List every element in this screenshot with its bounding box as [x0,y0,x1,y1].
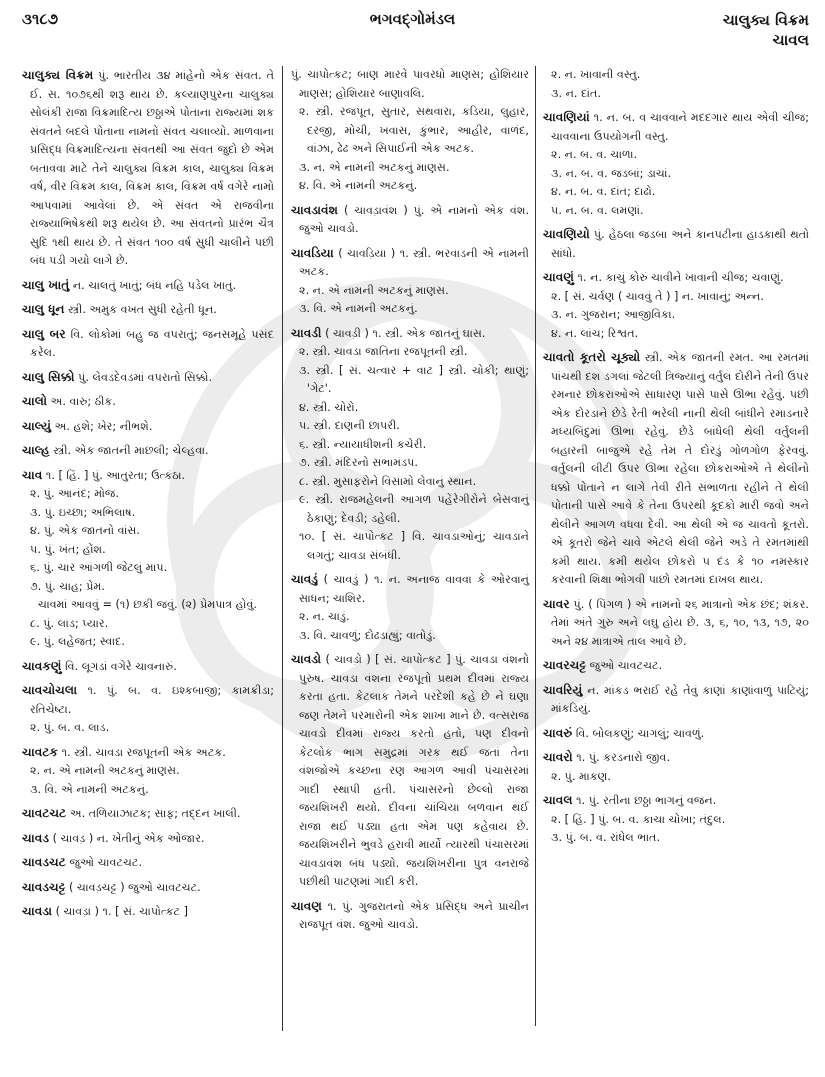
entry-main-line [543,268,809,288]
headword: ચાવણ [291,898,322,913]
sense-line: ૫. સ્ત્રી. દાણની છાપરી. [299,419,400,432]
headword: ચાવણિયો [543,227,590,241]
dictionary-entry [543,108,809,220]
entry-main-line [543,748,809,768]
sense-line: ૧૦. [ સં. ચાપોત્કટ ] વિ. ચાવડાઓનું; ચાવડાને લગતું; ચાવડા સંબંધી. [299,530,529,562]
headword: ચાલુ સિક્કો [22,369,75,384]
headword: ચાવડું [291,572,319,586]
definition-text: જુઓ ચાવટચટ. [589,659,663,672]
sense-line: ૩. વિ. એ નામની અટકનું. [299,302,418,315]
headword: ચાવડ [22,830,50,845]
entry-main-line [543,791,809,811]
dictionary-entry [22,902,274,922]
sense-line: ચાવમાં આવવું = (૧) છકી જવું. (૨) પ્રેમપાત્ર હોવું. [38,598,257,611]
entry-main-line [22,804,274,824]
headword: ચાલો [22,394,47,408]
dictionary-entry [22,466,274,652]
headword: ચાલુક્ય વિક્રમ [22,68,94,82]
sense-line: ૫. પું. ખંત; હોંશ. [30,542,106,556]
dictionary-entry [22,66,274,271]
definition-text: અ. વારુ; ઠીક. [50,395,116,408]
definition-text: અ. હશે; ખેર; નીભશે. [54,419,153,433]
headword: ચાવટક [22,744,59,759]
dictionary-entry [22,743,274,800]
entry-main-line [291,324,529,344]
definition-text: પું. ચાપોત્કટ; બાણ મારવે પાવરધો માણસ; હોશિયાર માણસ; હોશિયાર બાણાવલિ. [291,68,529,100]
definition-text: સ્ત્રી. એક જાતની માછલી; ચેલ્હવા. [53,444,209,457]
dictionary-entry [22,276,274,296]
dictionary-entry [543,348,809,590]
sense-line: ૩. ન. ગુજરાન; આજીવિકા. [551,308,676,321]
entry-main-line [22,743,274,763]
headword: ચાવડી [291,325,322,340]
headword: ચાવણું [543,270,574,284]
headword: ચાવરો [543,750,573,764]
column-2 [291,66,529,940]
dictionary-entry [22,417,274,437]
entry-main-line [22,657,274,677]
definition-text: ૧. પું. કરડનારો જીવ. [576,751,671,764]
sense-line: ૨. ન. ચાડું. [299,610,350,623]
definition-text: ( ચાવડ઼ચટ્ટ ) જુઓ ચાવટચટ. [68,880,201,894]
headword: ચાલ્હ [22,443,50,457]
entry-main-line [22,878,274,898]
entry-main-line [543,225,809,263]
definition-text: વિ. લૂગડાં વગેરે ચાવનારું. [65,659,177,673]
sense-line: ૯. પું. લહેજત; સ્વાદ. [30,635,125,648]
dictionary-entry [291,324,529,566]
entry-main-line [543,656,809,676]
definition-text: વિ. બોલકણું; ચાગલું; ચાવળું. [575,726,705,740]
dictionary-entry [22,681,274,738]
dictionary-entry [22,300,274,320]
sense-line: ૨. પું. આનંદ; મોજ. [30,487,120,500]
dictionary-entry [291,570,529,645]
definition-text: ૧. ન. બ. વ ચાવવાને મદદગાર થાય એવી ચીજ; ચાવવાના ઉપયોગની વસ્તુ. [551,111,809,143]
dictionary-entry [22,853,274,873]
entry-main-line [22,392,274,412]
entry-main-line [291,66,529,103]
column-1 [22,66,274,927]
headword: ચાલુ ખાતું [22,277,70,292]
entry-main-line [543,348,809,590]
dictionary-entry [22,325,274,363]
entry-main-line [22,902,274,922]
sense-line: ૪. ન. બ. વ. દાંત; દાઢો. [551,185,656,198]
definition-text: ( ચાવડ઼ા ) ૧. [ સં. ચાપોત્કટ ] [55,905,188,918]
definition-text: ( ચાવડ઼ાવંશ ) પું. એ નામનો એક વંશ. જુઓ ચાવડો. [299,203,530,235]
entry-main-line [22,300,274,320]
headword: ચાવડિયા [291,245,334,260]
entry-main-line [22,276,274,296]
definition-text: જુઓ ચાવટચટ. [69,856,142,869]
sense-line: ૩. પું. બ. વ. રાંધેલ ભાત. [551,831,661,844]
headword: ચાવટચટ [22,806,67,820]
sense-line: ૨. પું. બ. વ. લાડ. [30,721,110,734]
dictionary-entry [291,897,529,935]
column-3 [543,66,809,853]
headword: ચાવડાવંશ [291,202,338,217]
dictionary-entry [543,724,809,744]
headword: ચાલુ ધૂન [22,302,65,316]
dictionary-entry [543,268,809,343]
definition-text: ૧. સ્ત્રી. ચાવડા રજપૂતની એક અટક. [61,745,226,759]
column-divider [282,66,283,1031]
headword: ચાવણિયાં [543,110,590,124]
dictionary-entry [543,681,809,719]
sense-line: ૩. પું. ઇચ્છા; અભિલાષ. [30,505,136,519]
page-number: ૩૧૮૭ [22,10,59,28]
definition-text: પું. હેઠલા જડબા અને કાનપટીના હાડકાથી થતો સાંધો. [551,228,810,260]
sense-line: ૭. પું. ચાહ; પ્રેમ. [30,579,105,593]
page-header [0,0,825,60]
definition-text: પું. ભારતીય ૩૪ માંહેનો એક સંવત. તે ઈ. સ. ૧૦૭૬થી શરૂ થાય છે. કલ્યાણપુરના ચાલુક્ય સોલંકી રાજા વિક્રમાદિત્ય છઠ્ઠાએ પોતાના રાજ્યમાં શક સંવતને બદલે પોતાના નામનો સંવત ચલાવ્યો. માળવાના પ્રસિદ્ધ વિક્રમાદિત્યના સંવતથી આ સંવત જુદો છે એમ બતાવવા માટે તેને ચાલુક્ય વિક્રમ કાલ, ચાલુક્ય વિક્રમ વર્ષ, વીર વિક્રમ કાલ, વિક્રમ કાલ, વિક્રમ વર્ષ વગેરે નામો આપવામાં આવેલાં છે. એ સંવત એ રાજવીના રાજ્યાભિષેકથી શરૂ થયેલ છે. આ સંવતનો પ્રારંભ ચૈત્ર સુદિ ૧થી થાય છે. તે સંવત ૧૦૦ વર્ષ સુધી ચાલીને પછી બંધ પડી ગયો લાગે છે. [30,69,275,267]
headword: ચાવચોચલા [22,683,78,697]
dictionary-entry [22,657,274,677]
headword: ચાવર [543,596,570,611]
dictionary-entry [22,804,274,824]
definition-text: ન. માંકડ ભરાઈ રહે તેવું કાણાં કાણાંવાળું પાટિયું; માંકડિયું. [551,683,809,715]
dictionary-entry [291,66,529,196]
guide-words [723,10,809,50]
definition-text: પું. લેવડદેવડમાં વપરાતો સિક્કો. [78,370,213,384]
entry-main-line [543,108,809,146]
definition-text: ૧. પું. બ. વ. ઇશ્કબાજી; કામક્રીડા; રતિચેષ્ટા. [30,684,274,716]
headword: ચાવલ [543,793,573,807]
dictionary-entry [22,441,274,461]
headword: ચાવડચટ્ટ [22,879,66,894]
sense-line: ૩. ન. દાંત. [551,86,601,100]
definition-text: પું. ( પિંગળ ) એ નામનો ૨૬ માત્રાનો એક છંદ; શંકર. તેમાં અંતે ગુરુ અને લઘુ હોય છે. ૩, ૬, ૧૦, ૧૩, ૧૭, ૨૦ અને ૨૪ માત્રાએ તાલ આવે છે. [551,597,809,648]
entry-main-line [22,441,274,461]
headword: ચાવરચટ્ટ [543,658,586,672]
sense-line: ૩. ન. બ. વ. જડબાં; ડાચાં. [551,166,672,180]
dictionary-columns [0,66,825,1066]
definition-text: ( ચાવડ઼ો ) [ સં. ચાપોત્કટ ] પું. ચાવડા વંશનો પુરુષ. ચાવડા વંશના રજપૂતો પ્રથમ દીવમાં રાજ્ય કરતા હતા. કેટલાક તેમને પરદેશી કહે છે ને ઘણા જણ તેમને પરમારોની એક શાખા માને છે. વત્સરાજ ચાવડો દીવમાં રાજ્ય કરતો હતો, પણ દીવનો કેટલોક ભાગ સમુદ્રમાં ગરક થઈ જતાં તેના વંશજોએ કચ્છના રણ આગળ આવી પંચાસરમાં ગાદી સ્થાપી હતી. પંચાસરનો છેલ્લો રાજા જયશિખરી થયો. દીવના ચાંચિયા બળવાન થઈ રાજા થઈ પડ્યા હતા એમ પણ કહેવાય છે. જયશિખરીને ભુવડે હરાવી માર્યો ત્યારથી પંચાસરમાં ચાવડાવંશ બંધ પડ્યો. જયશિખરીના પુત્ર વનરાજે પછીથી પાટણમાં ગાદી કરી. [299,653,529,888]
sense-line: ૨. [ હિં. ] પું. બ. વ. કાચા ચોખા; તંદુલ. [551,812,726,826]
definition-text: ન. ચાલતું ખાતું; બંધ નહિ પડેલ ખાતું. [72,278,237,292]
definition-text: ( ચાવડ઼ી ) ૧. સ્ત્રી. એક જાતનું ઘાસ. [325,326,486,340]
dictionary-entry [543,656,809,676]
headword: ચાવડા [22,904,53,918]
sense-line: ૬. સ્ત્રી. ન્યાયાધીશની કચેરી. [299,437,427,451]
definition-text: ( ચાવડ઼ું ) ૧. ન. અનાજ વાવવા કે ઓરવાનું સાધન; ચાશિર. [299,573,529,605]
dictionary-entry [543,791,809,848]
dictionary-entry [291,244,529,319]
dictionary-entry [543,66,809,103]
sense-line: ૪. પું. એક જાતનો વાંસ. [30,524,140,537]
entry-main-line [543,681,809,719]
dictionary-entry [543,748,809,786]
headword: ચાવરિયું [543,682,583,697]
sense-line: ૪. વિ. એ નામની અટકનું. [299,179,418,192]
sense-line: ૫. ન. બ. વ. લમણાં. [551,203,644,217]
entry-main-line [291,201,529,239]
sense-line: ૨. [ સં. ચર્વણ ( ચાવવું તે ) ] ન. ખાવાનું; અન્ન. [551,289,764,303]
entry-main-line [543,595,809,652]
entry-main-line [22,66,274,271]
dictionary-entry [22,368,274,388]
definition-text: ( ચાવડ઼િયા ) ૧. સ્ત્રી. ભરવાડની એ નામની અટક. [299,246,529,278]
guide-word-first: ચાલુક્ય વિક્રમ [722,11,809,29]
sense-line: ૬. પું. ચાર આંગળી જેટલું માપ. [30,561,168,574]
dictionary-entry [543,595,809,652]
dictionary-entry [22,392,274,412]
entry-main-line [22,466,274,486]
entry-main-line [291,570,529,608]
book-title: ભગવદ્ગોમંડલ [369,10,456,28]
definition-text: અ. તળિયાઝાટક; સાફ; તદ્દન ખાલી. [69,807,241,820]
dictionary-entry [22,829,274,849]
sense-line: ૨. ન. એ નામની અટકનું માણસ. [299,283,449,297]
headword: ચાવતો કૂતરો ચૂક્યો [543,350,641,364]
sense-line: ૪. ન. લાંચ; રિશ્વત. [551,326,639,340]
definition-text: ૧. [ હિં. ] પું. આતુરતા; ઉત્કંઠા. [45,468,186,482]
headword: ચાવકણું [22,658,62,673]
headword: ચાલુ બર [22,326,66,341]
sense-line: ૪. સ્ત્રી. ચોરો. [299,400,359,414]
definition-text: ૧. ન. કાચું કોરું ચાવીને ખાવાની ચીજ; ચવાણું. [577,271,784,284]
entry-main-line [22,853,274,873]
sense-line: ૩. વિ. એ નામની અટકનું. [30,782,149,796]
sense-line: ૨. ન. બ. વ. ચાળા. [551,148,638,161]
sense-line: ૨. પું. માકણ. [551,769,611,783]
entry-main-line [291,897,529,935]
entry-main-line [22,829,274,849]
definition-text: સ્ત્રી. અમુક વખત સુધી રહેતી ધૂન. [68,303,217,316]
sense-line: ૨. ન. ખાવાની વસ્તુ. [551,68,641,81]
headword: ચાવ [22,467,43,482]
entry-main-line [22,681,274,719]
sense-line: ૮. સ્ત્રી. મુસાફરોને વિસામો લેવાનું સ્થાન. [299,474,477,488]
dictionary-entry [543,225,809,263]
entry-main-line [22,325,274,363]
dictionary-entry [22,878,274,898]
sense-line: ૨. ન. એ નામની અટકનું માણસ. [30,764,180,777]
entry-main-line [291,650,529,892]
dictionary-entry [291,201,529,239]
guide-word-last: ચાવલ [772,31,809,49]
definition-text: સ્ત્રી. એક જાતની રમત. આ રમતમાં પાંચથી દશ ડગલાં જેટલી ત્રિજ્યાનું વર્તુલ દોરીને તેની ઉપર રમનાર છોકરાઓએ સાધારણ પાસે પાસે ઊભા રહેવું. પછી એક દોરડાને છેડે રેતી ભરેલી નાની થેલી બાંધીને રમાડનારે મધ્યબિંદુમાં ઊભા રહેવું. છેડે બાંધેલી થેલી વર્તુલની બહારની બાજુએ રહે તેમ તે દોરડું ગોળગોળ ફેરવવું. વર્તુલની લીટી ઉપર ઊભા રહેલા છોકરાઓએ તે થેલીનો ધક્કો પોતાને ન લાગે તેવી રીતે સંભાળતા રહીને તે થેલી પોતાની પાસે આવે કે તેના ઉપરથી કૂદકો મારી જવો અને થેલીને આગળ વધવા દેવી. આ થેલી એ જ ચાવતો કૂતરો. એ કૂતરો જેને ચાવે એટલે થેલી જેને અડે તે રમતમાંથી કમી થાય. કમી થયેલ છોકરો ૫ દંડ કે ૧૦ નમસ્કાર કરવાની શિક્ષા ભોગવી પાછો રમતમાં દાખલ થાય. [551,351,809,586]
sense-line: ૩. સ્ત્રી. [ સં. ચત્વાર + વાટ ] સ્ત્રી. ચોકી; થાણું; 'ગેટ'. [299,363,529,395]
entry-main-line [543,724,809,744]
definition-text: ૧. પું. ગુજરાતનો એક પ્રસિદ્ધ અને પ્રાચીન રાજપૂત વંશ. જુઓ ચાવડો. [299,899,529,931]
dictionary-entry [291,650,529,892]
sense-line: ૨. સ્ત્રી. રજપૂત, સુતાર, સથવારા, કડિયા, લુહાર, દરજી, મોચી, ખવાસ, કુંભાર, આહીર, વાળંદ, વાંઝા, ઢેઢ અને સિપાઈની એક અટક. [299,105,529,155]
definition-text: વિ. લોકોમાં બહુ જ વપરાતું; જનસમૂહે પસંદ કરેલ. [30,327,274,359]
entry-main-line [22,417,274,437]
column-divider [535,66,536,1026]
entry-main-line [22,368,274,388]
headword: ચાવરું [543,725,573,740]
definition-text: ૧. પું. રતીના છઠ્ઠા ભાગનું વજન. [576,794,717,807]
sense-line: ૭. સ્ત્રી. મંદિરનો સભામંડપ. [299,456,418,469]
sense-line: ૯. સ્ત્રી. રાજમહેલની આગળ પહેરેગીરોને બેસવાનું ઠેકાણું; દેવડી; ડહેલી. [299,493,529,525]
headword: ચાવડચટ [22,855,66,869]
headword: ચાવડો [291,652,322,666]
headword: ચાલ્યું [22,418,52,433]
sense-line: ૨. સ્ત્રી. ચાવડા જાતિના રજપૂતની સ્ત્રી. [299,345,468,358]
sense-line: ૮. પું. લાડ; પ્યાર. [30,616,109,630]
sense-line: ૩. વિ. ચાવળું; દોઢડાહ્યું; વાતોડું. [299,628,436,642]
definition-text: ( ચાવડ઼ ) ન. ખેતીનું એક ઓજાર. [52,831,205,845]
entry-main-line [291,244,529,282]
sense-line: ૩. ન. એ નામની અટકનું માણસ. [299,160,450,174]
